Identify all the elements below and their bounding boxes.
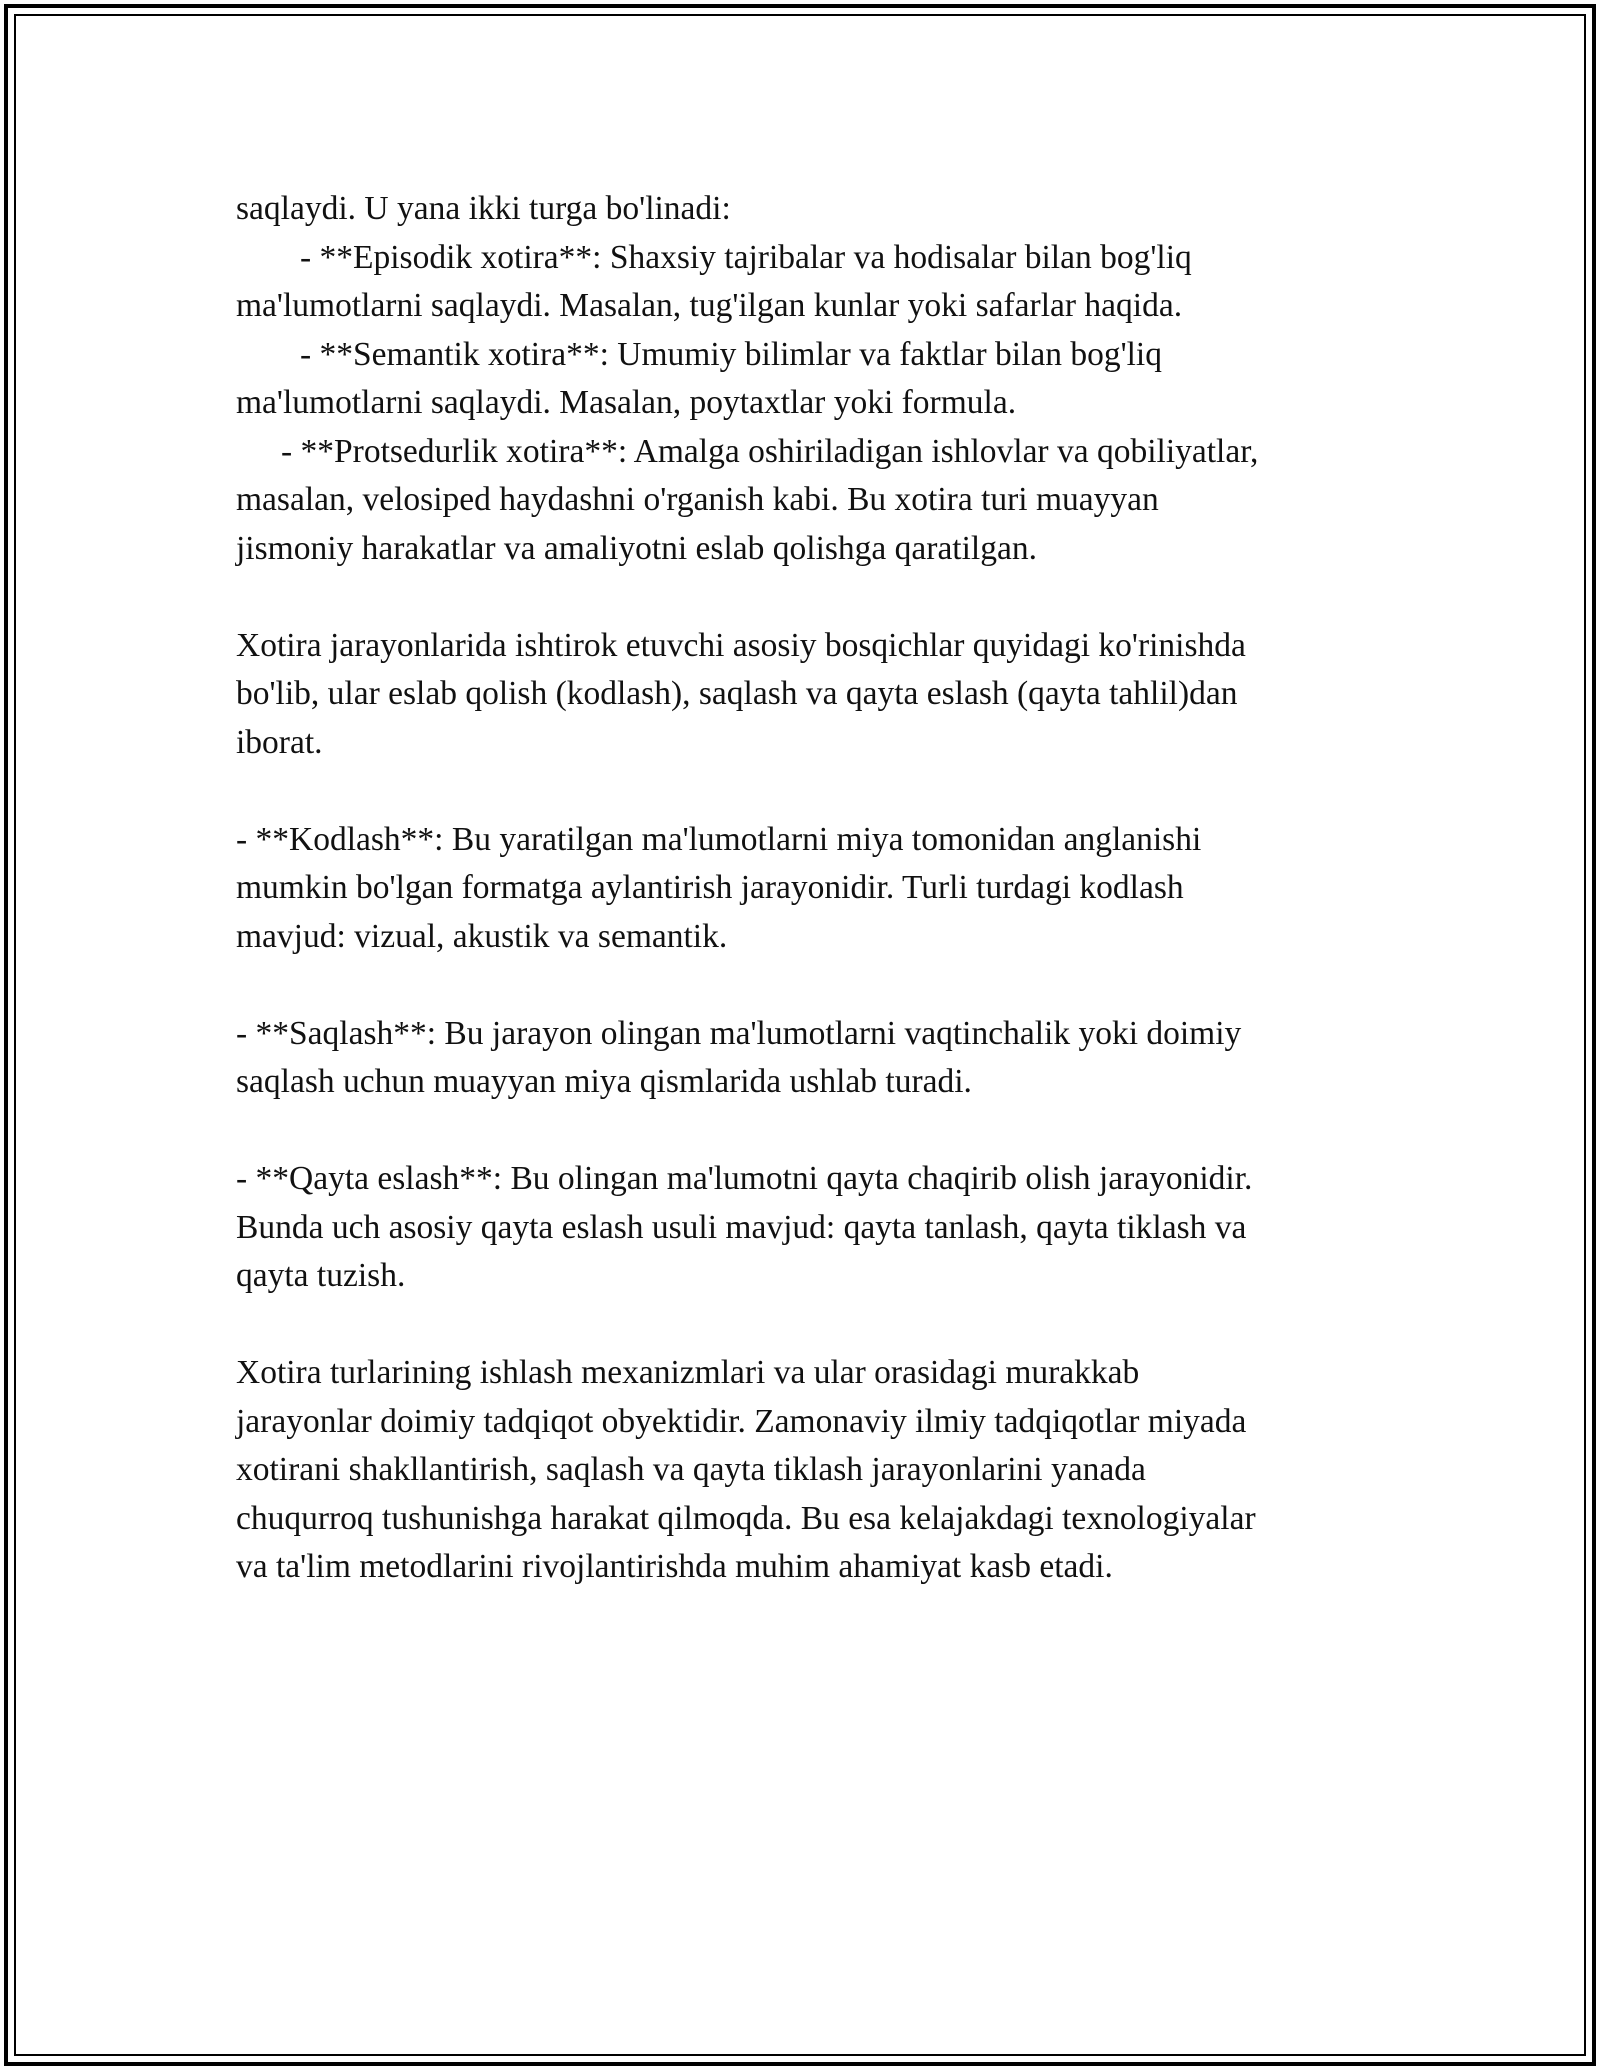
text-line: mavjud: vizual, akustik va semantik. [236,917,728,955]
list-item-encoding: - **Kodlash**: Bu yaratilgan ma'lumotlarni miya tomonidan anglanishi [236,820,1202,858]
text-line: saqlash uchun muayyan miya qismlarida ushlab turadi. [236,1063,972,1100]
text-line: ma'lumotlarni saqlaydi. Masalan, poytaxtlar yoki formula. [236,384,1017,421]
text-line: jismoniy harakatlar va amaliyotni eslab qolishga qaratilgan. [236,529,1037,567]
paragraph-gap [236,961,1406,1010]
list-item-semantic: - **Semantik xotira**: Umumiy bilimlar va faktlar bilan bog'liq [300,335,1162,373]
text-line: qayta tuzish. [236,1257,406,1294]
paragraph-gap [236,767,1406,816]
document-body [236,185,1406,1592]
text-line: Bunda uch asosiy qayta eslash usuli mavjud: qayta tanlash, qayta tiklash va [236,1208,1247,1246]
list-item-retrieval: - **Qayta eslash**: Bu olingan ma'lumotni qayta chaqirib olish jarayonidir. [236,1160,1253,1197]
list-item-episodic: - **Episodik xotira**: Shaxsiy tajribalar va hodisalar bilan bog'liq [300,238,1192,276]
paragraph-gap [236,573,1406,622]
text-line: ma'lumotlarni saqlaydi. Masalan, tug'ilgan kunlar yoki safarlar haqida. [236,287,1183,324]
text-line: iborat. [236,723,323,761]
paragraph-conclusion: Xotira turlarining ishlash mexanizmlari va ular orasidagi murakkab [236,1354,1140,1391]
text-line: bo'lib, ular eslab qolish (kodlash), saqlash va qayta eslash (qayta tahlil)dan [236,675,1238,712]
text-line: saqlaydi. U yana ikki turga bo'linadi: [236,190,731,227]
text-line: mumkin bo'lgan formatga aylantirish jarayonidir. Turli turdagi kodlash [236,869,1184,906]
paragraph-gap [236,1301,1406,1350]
list-item-procedural: - **Protsedurlik xotira**: Amalga oshiriladigan ishlovlar va qobiliyatlar, [281,432,1259,470]
list-item-storage: - **Saqlash**: Bu jarayon olingan ma'lumotlarni vaqtinchalik yoki doimiy [236,1014,1242,1052]
text-line: va ta'lim metodlarini rivojlantirishda muhim ahamiyat kasb etadi. [236,1548,1113,1585]
text-line: jarayonlar doimiy tadqiqot obyektidir. Zamonaviy ilmiy tadqiqotlar miyada [236,1402,1247,1440]
text-line: xotirani shakllantirish, saqlash va qayta tiklash jarayonlarini yanada [236,1451,1146,1488]
paragraph-intro: Xotira jarayonlarida ishtirok etuvchi asosiy bosqichlar quyidagi ko'rinishda [236,626,1246,664]
text-line: chuqurroq tushunishga harakat qilmoqda. Bu esa kelajakdagi texnologiyalar [236,1499,1256,1537]
paragraph-gap [236,1107,1406,1156]
text-line: masalan, velosiped haydashni o'rganish kabi. Bu xotira turi muayyan [236,481,1159,518]
